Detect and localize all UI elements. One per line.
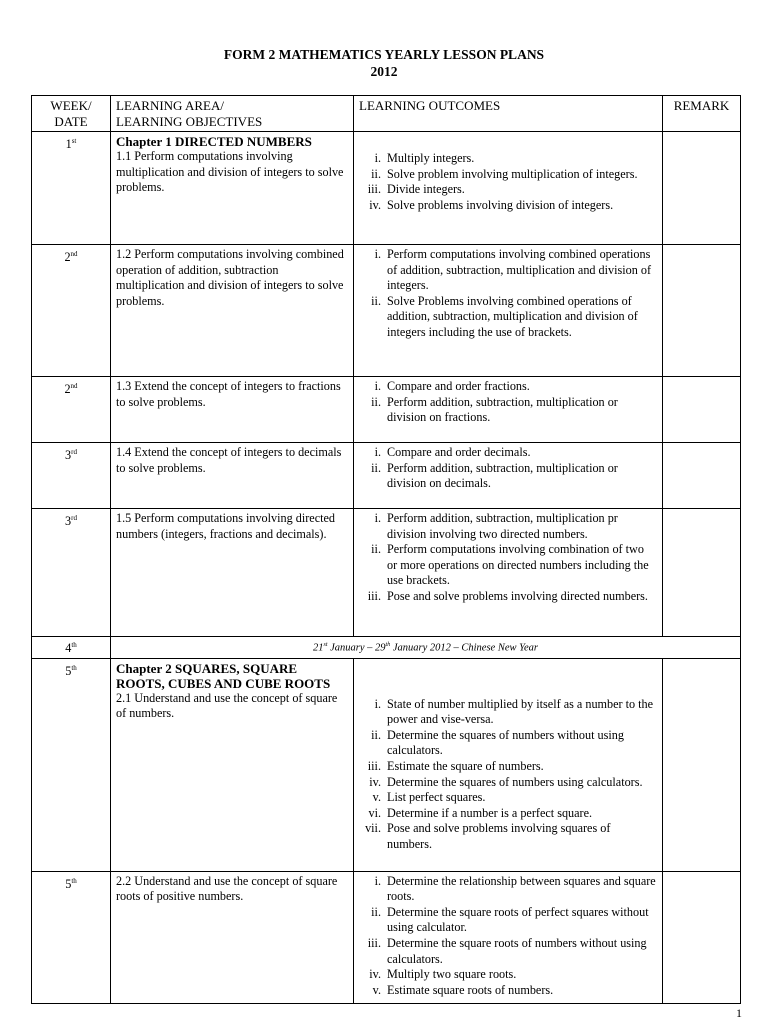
outcome-item [359,874,657,905]
outcome-numeral: i. [374,445,381,459]
table-row [32,871,741,1003]
header-learning-area [111,96,354,132]
outcome-numeral: iv. [369,967,381,982]
outcome-text: Solve problem involving multiplication of integers. [387,166,638,181]
outcome-numeral: i. [374,151,381,165]
week-suffix: st [71,137,77,145]
outcome-numeral: i. [374,873,381,888]
outcomes-cell [354,245,663,377]
outcome-item [359,247,657,294]
week-cell [32,443,111,509]
outcome-numeral: ii. [371,727,381,742]
outcome-item [359,790,657,806]
header-remark [663,96,741,132]
outcome-numeral: vii. [365,821,381,836]
table-row [32,443,741,509]
outcome-item [359,589,657,605]
objective-cell [111,377,354,443]
week-suffix: nd [70,250,78,258]
lesson-plan-table [31,95,741,1004]
outcomes-cell [354,871,663,1003]
outcome-numeral: vi. [368,805,381,820]
objective-cell [111,443,354,509]
outcome-text: Estimate square roots of numbers. [387,982,554,997]
objective-cell [111,245,354,377]
outcome-numeral: ii. [371,293,381,308]
outcome-item [359,806,657,822]
remark-cell [663,132,741,245]
outcome-numeral: iv. [369,197,381,212]
table-header-row [32,96,741,132]
remark-cell [663,871,741,1003]
outcome-text: Perform addition, subtraction, multiplication or division on decimals. [387,460,618,491]
outcome-item [359,542,657,589]
outcome-text: Solve Problems involving combined operations of addition, subtraction, multiplication and division of integers including the use of brackets. [387,293,638,339]
outcome-text: List perfect squares. [387,790,486,805]
table-row [32,245,741,377]
outcome-text: Perform computations involving combined operations of addition, subtraction, multiplication and division of integers. [387,247,652,293]
outcome-item [359,511,657,542]
outcome-numeral: iii. [367,759,381,774]
outcome-item [359,775,657,791]
week-suffix: th [71,876,77,885]
outcome-numeral: v. [372,982,381,997]
outcomes-list [359,379,657,426]
outcome-item [359,198,657,214]
outcome-item [359,294,657,341]
outcome-text: Pose and solve problems involving squares of numbers. [387,821,611,851]
week-number: 1 [65,137,72,152]
holiday-middle-text: January – 29 [327,642,386,654]
holiday-end-text: January 2012 – Chinese New Year [390,642,538,654]
outcome-text: Multiply integers. [387,151,475,165]
objective-cell [111,871,354,1003]
outcome-numeral: i. [374,511,381,525]
outcome-item [359,395,657,426]
outcome-text: Pose and solve problems involving directed numbers. [387,588,648,603]
holiday-start-day: 21 [312,642,324,654]
remark-cell [663,245,741,377]
outcome-item [359,728,657,759]
outcome-numeral: ii. [371,904,381,919]
outcome-text: Determine the relationship between squares and square roots. [387,873,656,904]
week-suffix: th [71,641,77,649]
outcome-numeral: ii. [371,542,381,557]
header-date-label: DATE [54,113,88,129]
week-cell [32,245,111,377]
table-row [32,377,741,443]
outcomes-cell [354,509,663,637]
week-number: 2 [64,250,71,265]
week-number: 5 [65,663,72,678]
outcome-text: Perform addition, subtraction, multiplication or division on fractions. [387,394,618,425]
header-learning-outcomes [354,96,663,132]
week-cell [32,637,111,659]
outcome-numeral: i. [374,247,381,261]
week-suffix: th [71,663,77,672]
outcome-item [359,182,657,198]
outcomes-list [359,874,657,999]
outcome-text: State of number multiplied by itself as a number to the power and vise-versa. [387,696,654,727]
holiday-end-suffix: th [385,642,391,648]
outcome-numeral: i. [374,379,381,393]
outcome-text: Determine the square roots of perfect squares without using calculator. [387,904,649,935]
outcomes-list [359,151,657,213]
outcomes-list [359,511,657,605]
outcome-item [359,905,657,936]
outcome-item [359,461,657,492]
holiday-start-suffix: st [323,642,328,648]
table-row [32,132,741,245]
week-suffix: nd [70,382,78,390]
week-suffix: rd [71,448,77,456]
outcome-text: Compare and order decimals. [387,445,531,459]
outcome-numeral: ii. [371,166,381,181]
week-number: 5 [65,876,72,891]
outcome-numeral: iii. [367,936,381,951]
outcome-item [359,936,657,967]
table-row [32,658,741,871]
document-year: 2012 [370,64,398,79]
outcome-item [359,445,657,461]
header-learning-area-label: LEARNING AREA/ [116,98,224,113]
outcome-item [359,967,657,983]
outcome-item [359,697,657,728]
outcome-numeral: ii. [371,394,381,409]
week-number: 3 [65,448,72,463]
remark-cell [663,509,741,637]
learning-objective: 2.1 Understand and use the concept of square of numbers. [116,690,338,721]
week-cell [32,871,111,1003]
outcome-numeral: ii. [371,460,381,475]
outcomes-cell [354,443,663,509]
header-learning-outcomes-label: LEARNING OUTCOMES [359,98,501,113]
holiday-row [32,637,741,659]
week-number: 3 [65,514,72,529]
table-row [32,509,741,637]
outcomes-cell [354,377,663,443]
learning-objective: 1.2 Perform computations involving combined operation of addition, subtraction multiplication and division of integers to solve problems. [116,247,344,308]
header-remark-label: REMARK [673,98,730,113]
week-cell [32,658,111,871]
outcomes-list [359,247,657,341]
remark-cell [663,658,741,871]
holiday-note [111,637,741,659]
outcome-item [359,167,657,183]
learning-objective: 1.4 Extend the concept of integers to decimals to solve problems. [116,445,342,475]
header-week-date [32,96,111,132]
outcome-numeral: iv. [369,774,381,789]
learning-objective: 1.3 Extend the concept of integers to fractions to solve problems. [116,379,341,409]
remark-cell [663,443,741,509]
objective-cell [111,132,354,245]
outcome-text: Determine the squares of numbers using calculators. [387,774,643,789]
outcome-text: Perform computations involving combination of two or more operations on directed numbers including the use brackets. [387,542,649,588]
outcomes-cell [354,658,663,871]
page-number: 1 [736,1006,742,1020]
chapter-heading: Chapter 1 DIRECTED NUMBERS [116,134,312,149]
outcome-text: Estimate the square of numbers. [387,759,544,774]
week-cell [32,509,111,637]
outcome-text: Solve problems involving division of integers. [387,197,614,212]
week-cell [32,132,111,245]
week-number: 4 [65,641,72,656]
outcome-item [359,379,657,395]
learning-objective: 1.5 Perform computations involving directed numbers (integers, fractions and decimals). [116,511,335,541]
header-week-label: WEEK/ [50,98,92,113]
outcome-text: Determine if a number is a perfect square. [387,805,593,820]
chapter-heading: Chapter 2 SQUARES, SQUARE ROOTS, CUBES AND CUBE ROOTS [116,660,331,691]
learning-objective: 1.1 Perform computations involving multiplication and division of integers to solve problems. [116,149,344,195]
week-cell [32,377,111,443]
outcome-item [359,151,657,167]
learning-objective: 2.2 Understand and use the concept of square roots of positive numbers. [116,873,338,904]
outcomes-cell [354,132,663,245]
outcome-text: Multiply two square roots. [387,967,517,982]
header-learning-objectives-label: LEARNING OBJECTIVES [116,113,263,129]
outcome-text: Determine the squares of numbers without using calculators. [387,727,624,758]
outcome-item [359,983,657,999]
objective-cell [111,509,354,637]
remark-cell [663,377,741,443]
outcome-text: Compare and order fractions. [387,379,530,393]
week-suffix: rd [71,514,77,522]
outcome-text: Determine the square roots of numbers without using calculators. [387,936,647,966]
document-title: FORM 2 MATHEMATICS YEARLY LESSON PLANS [223,47,545,62]
outcomes-list [359,445,657,492]
outcome-numeral: v. [372,790,381,805]
outcome-numeral: i. [374,696,381,711]
outcome-item [359,759,657,775]
week-number: 2 [64,382,71,397]
outcome-text: Divide integers. [387,182,465,197]
outcome-numeral: iii. [367,588,381,603]
outcome-text: Perform addition, subtraction, multiplication pr division involving two directed numbers. [387,511,618,541]
outcomes-list [359,697,657,853]
objective-cell [111,658,354,871]
outcome-item [359,821,657,852]
outcome-numeral: iii. [367,182,381,197]
